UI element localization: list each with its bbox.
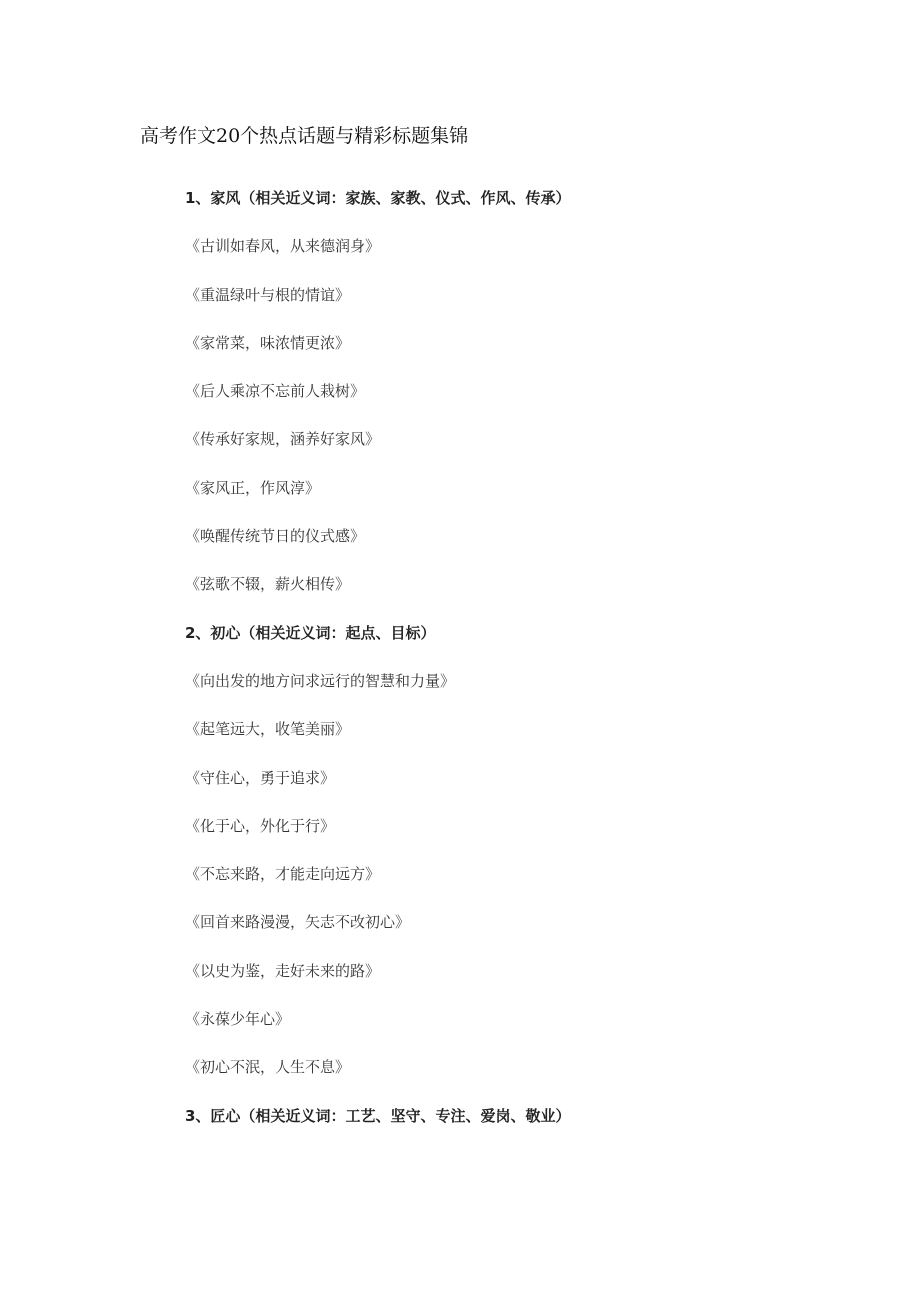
title-item: 《化于心，外化于行》 <box>185 816 336 835</box>
title-item: 《传承好家规，涵养好家风》 <box>185 430 381 449</box>
title-item: 《守住心，勇于追求》 <box>185 768 336 787</box>
title-item: 《不忘来路，才能走向远方》 <box>185 865 381 884</box>
section-heading: 3、匠心（相关近义词：工艺、坚守、专注、爱岗、敬业） <box>185 1106 571 1125</box>
title-item: 《重温绿叶与根的情谊》 <box>185 285 351 304</box>
section-heading: 1、家风（相关近义词：家族、家教、仪式、作风、传承） <box>185 189 571 207</box>
title-item: 《唤醒传统节日的仪式感》 <box>185 527 366 546</box>
title-item: 《以史为鉴，走好未来的路》 <box>185 961 381 980</box>
document-body <box>185 182 865 1148</box>
title-item: 《起笔远大，收笔美丽》 <box>185 720 351 739</box>
title-item: 《回首来路漫漫，矢志不改初心》 <box>185 913 411 932</box>
title-item: 《后人乘凉不忘前人栽树》 <box>185 382 366 401</box>
title-item: 《家常菜，味浓情更浓》 <box>185 333 351 352</box>
title-item: 《永葆少年心》 <box>185 1010 291 1029</box>
title-item: 《古训如春风，从来德润身》 <box>185 237 381 256</box>
title-item: 《家风正，作风淳》 <box>185 478 321 497</box>
title-item: 《弦歌不辍，薪火相传》 <box>185 575 351 594</box>
section-heading: 2、初心（相关近义词：起点、目标） <box>185 623 436 642</box>
document-title: 高考作文20个热点话题与精彩标题集锦 <box>140 125 469 147</box>
title-item: 《向出发的地方问求远行的智慧和力量》 <box>185 671 456 690</box>
title-item: 《初心不泯，人生不息》 <box>185 1058 351 1077</box>
